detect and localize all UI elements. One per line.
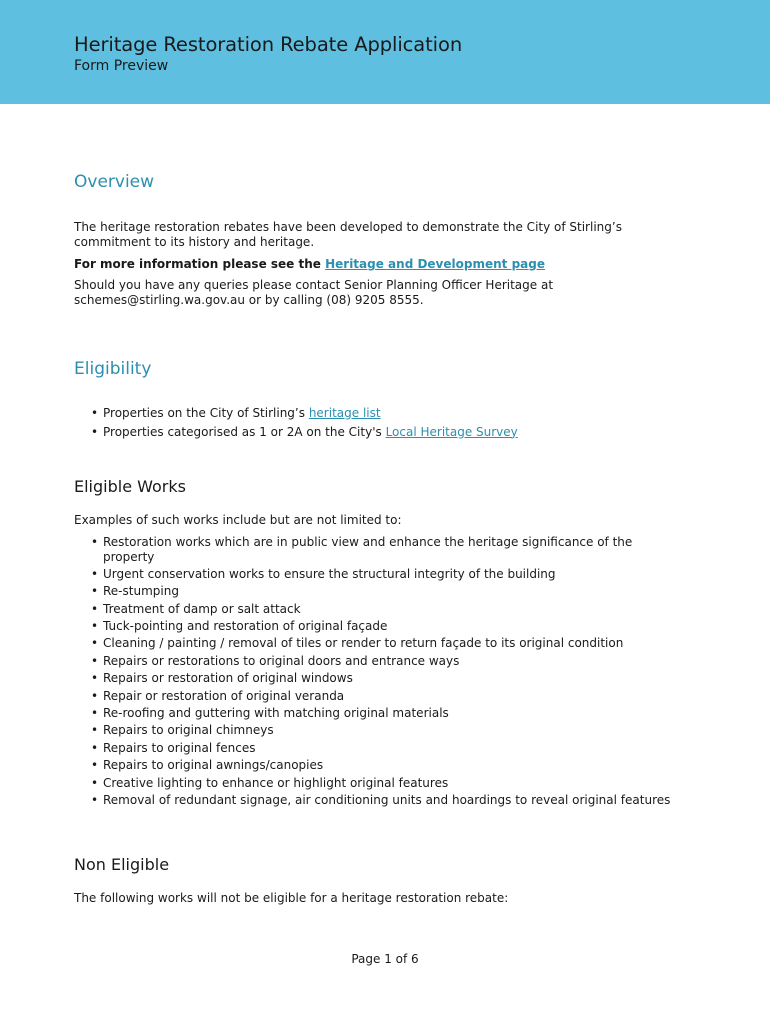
more-info-line <box>74 257 674 272</box>
bullet-icon: • <box>91 636 99 651</box>
bullet-icon: • <box>91 406 99 420</box>
bullet-icon: • <box>91 653 99 668</box>
bullet-icon: • <box>91 601 99 616</box>
eligibility-item-text: Properties categorised as 1 or 2A on the City's <box>103 424 386 439</box>
list-item: • Repairs to original chimneys <box>91 723 274 738</box>
heritage-list-link[interactable]: heritage list <box>308 406 381 420</box>
list-item: • Repairs or restorations to original doors and entrance ways <box>91 653 460 668</box>
list-item: • Repairs to original awnings/canopies <box>91 758 324 773</box>
bullet-icon: • <box>91 758 99 773</box>
eligible-works-intro: Examples of such works include but are not limited to: <box>74 513 402 527</box>
list-item: • Re-stumping <box>91 584 179 599</box>
bullet-icon: • <box>91 535 99 549</box>
page-header <box>0 0 770 104</box>
non-eligible-heading: Non Eligible <box>74 855 170 874</box>
page-subtitle: Form Preview <box>74 58 169 74</box>
bullet-icon: • <box>91 740 99 755</box>
bullet-icon: • <box>91 619 99 634</box>
list-item <box>74 425 674 440</box>
eligible-works-heading: Eligible Works <box>74 477 186 496</box>
local-heritage-survey-link[interactable]: Local Heritage Survey <box>385 424 518 439</box>
bullet-icon: • <box>91 792 99 807</box>
bullet-icon: • <box>91 688 99 703</box>
list-item: • Repairs or restoration of original windows <box>91 671 353 686</box>
list-item: • Treatment of damp or salt attack <box>91 601 301 616</box>
eligibility-heading: Eligibility <box>74 359 152 379</box>
queries-text: Should you have any queries please contact Senior Planning Officer Heritage at schemes@stirling.wa.gov.au or by calling (08) 9205 8555. <box>74 278 554 307</box>
bullet-icon: • <box>91 566 99 581</box>
bullet-icon: • <box>91 584 99 599</box>
list-item: • Re-roofing and guttering with matching original materials <box>91 706 449 721</box>
non-eligible-intro: The following works will not be eligible for a heritage restoration rebate: <box>74 891 509 905</box>
bullet-icon: • <box>91 424 99 439</box>
bullet-icon: • <box>91 723 99 738</box>
list-item: • Repairs to original fences <box>91 740 256 755</box>
list-item: • Tuck-pointing and restoration of original façade <box>91 619 388 634</box>
heritage-development-link[interactable]: Heritage and Development page <box>325 257 545 271</box>
list-item <box>74 406 674 421</box>
list-item: • Urgent conservation works to ensure the structural integrity of the building <box>91 566 556 581</box>
more-info-prefix: For more information please see the <box>74 257 326 271</box>
page-title: Heritage Restoration Rebate Application <box>74 33 463 56</box>
eligible-works-list <box>74 535 674 810</box>
overview-intro: The heritage restoration rebates have been developed to demonstrate the City of Stirling’s commitment to its history and heritage. <box>74 220 622 249</box>
overview-heading: Overview <box>74 172 155 192</box>
list-item: • Removal of redundant signage, air conditioning units and hoardings to reveal original features <box>91 792 671 807</box>
bullet-icon: • <box>91 671 99 686</box>
bullet-icon: • <box>91 775 99 790</box>
list-item: • Repair or restoration of original veranda <box>91 688 345 703</box>
list-item: • Restoration works which are in public view and enhance the heritage significance of the property <box>91 535 633 564</box>
eligibility-item-text: Properties on the City of Stirling’s <box>103 406 309 420</box>
page-number: Page 1 of 6 <box>351 952 419 966</box>
bullet-icon: • <box>91 706 99 721</box>
list-item: • Creative lighting to enhance or highlight original features <box>91 775 449 790</box>
list-item: • Cleaning / painting / removal of tiles or render to return façade to its original condition <box>91 636 624 651</box>
eligibility-list <box>74 406 674 443</box>
